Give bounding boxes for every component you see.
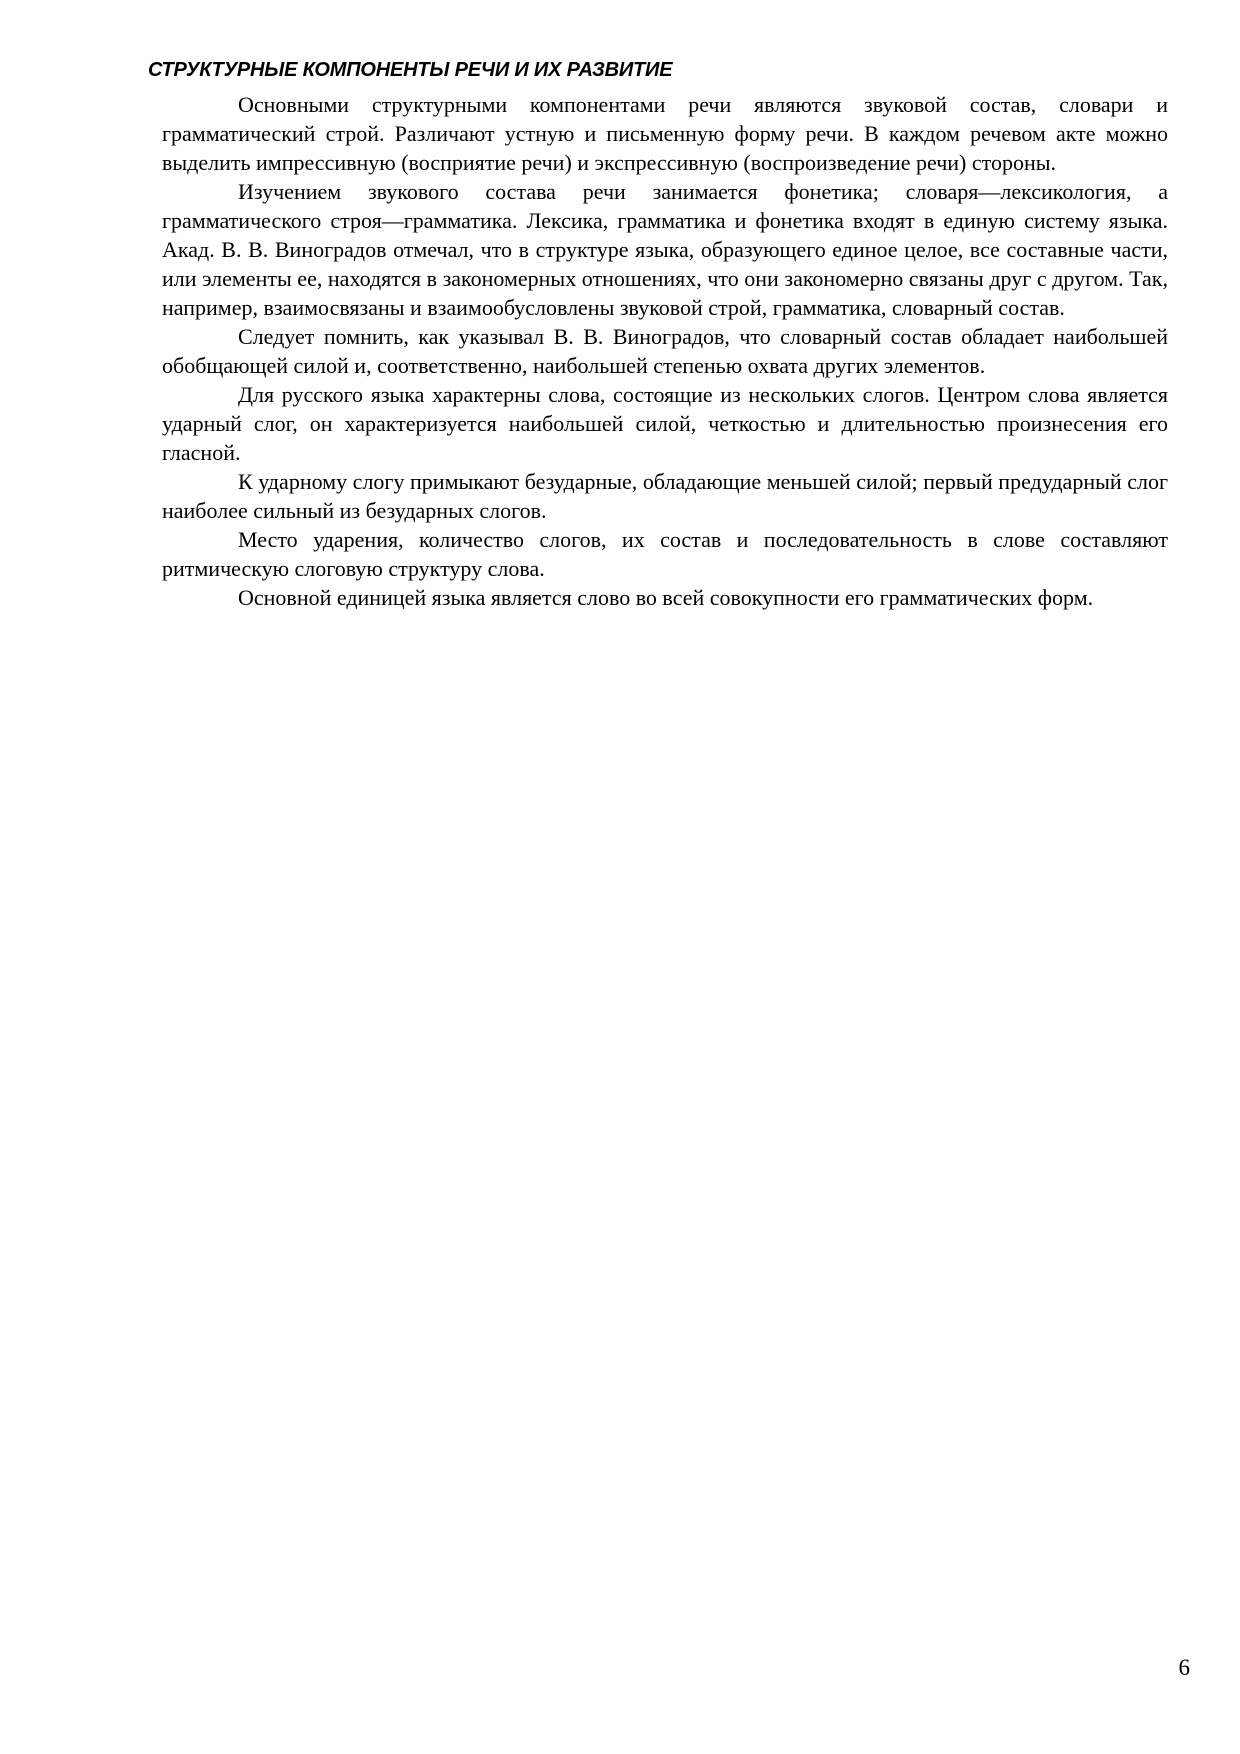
paragraph-unstressed-syllables: К ударному слогу примыкают безударные, обладающие меньшей силой; первый предударный слог наиболее сильный из безударных слогов. — [162, 469, 1168, 523]
body-text — [162, 90, 1168, 612]
paragraph-vocabulary: Следует помнить, как указывал В. В. Виноградов, что словарный состав обладает наибольшей обобщающей силой и, соответственно, наибольшей степенью охвата других элементов. — [162, 324, 1168, 378]
paragraph-phonetics-lexicology: Изучением звукового состава речи занимается фонетика; словаря—лексикология, а грамматического строя—грамматика. Лексика, грамматика и фонетика входят в единую систему языка. Акад. В. В. Виноградов отмечал, что в структуре языка, образующего единое целое, все составные части, или элементы ее, находятся в закономерных отношениях, что они закономерно связаны друг с другом. Так, например, взаимосвязаны и взаимообусловлены звуковой строй, грамматика, словарный состав. — [162, 179, 1168, 320]
paragraph-sound-composition: Основными структурными компонентами речи являются звуковой состав, словари и грамматический строй. Различают устную и письменную форму речи. В каждом речевом акте можно выделить импрессивную (восприятие речи) и экспрессивную (воспроизведение речи) стороны. — [162, 92, 1168, 175]
paragraph-rhythmic-structure: Место ударения, количество слогов, их состав и последовательность в слове составляют ритмическую слоговую структуру слова. — [162, 527, 1168, 581]
paragraph-syllables: Для русского языка характерны слова, состоящие из нескольких слогов. Центром слова является ударный слог, он характеризуется наибольшей силой, четкостью и длительностью произнесения его гласной. — [162, 382, 1168, 465]
paragraph-word-unit: Основной единицей языка является слово во всей совокупности его грамматических форм. — [238, 585, 1094, 610]
page-number: 6 — [1178, 1655, 1190, 1680]
section-heading: СТРУКТУРНЫЕ КОМПОНЕНТЫ РЕЧИ И ИХ РАЗВИТИЕ — [148, 59, 673, 81]
